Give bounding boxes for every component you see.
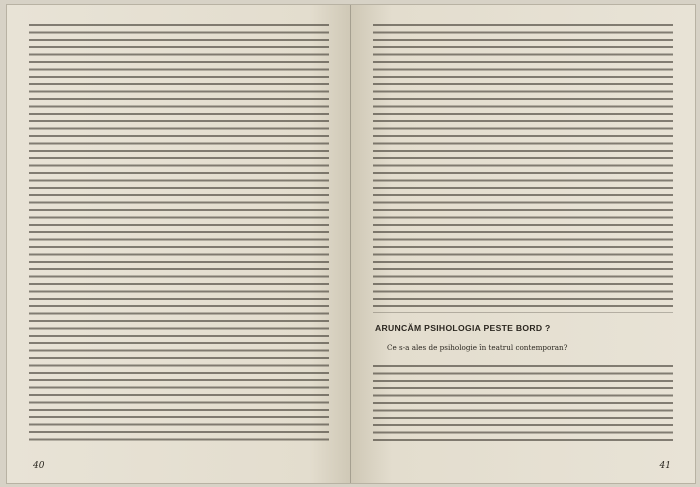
body-text-lines [373,362,673,443]
book-spread [6,4,696,484]
page-number-left: 40 [33,461,45,471]
body-text-lines [29,21,329,443]
section-heading: ARUNCĂM PSIHOLOGIA PESTE BORD ? [375,323,551,333]
page-number-right: 41 [659,461,671,471]
right-body-text-top [373,21,673,313]
left-body-text [29,21,329,443]
left-page [7,5,351,483]
body-text-lines [373,21,673,313]
right-page [351,5,695,483]
section-lead-sentence: Ce s-a ales de psihologie în teatrul contemporan? [387,343,568,352]
right-body-text-bottom [373,362,673,443]
